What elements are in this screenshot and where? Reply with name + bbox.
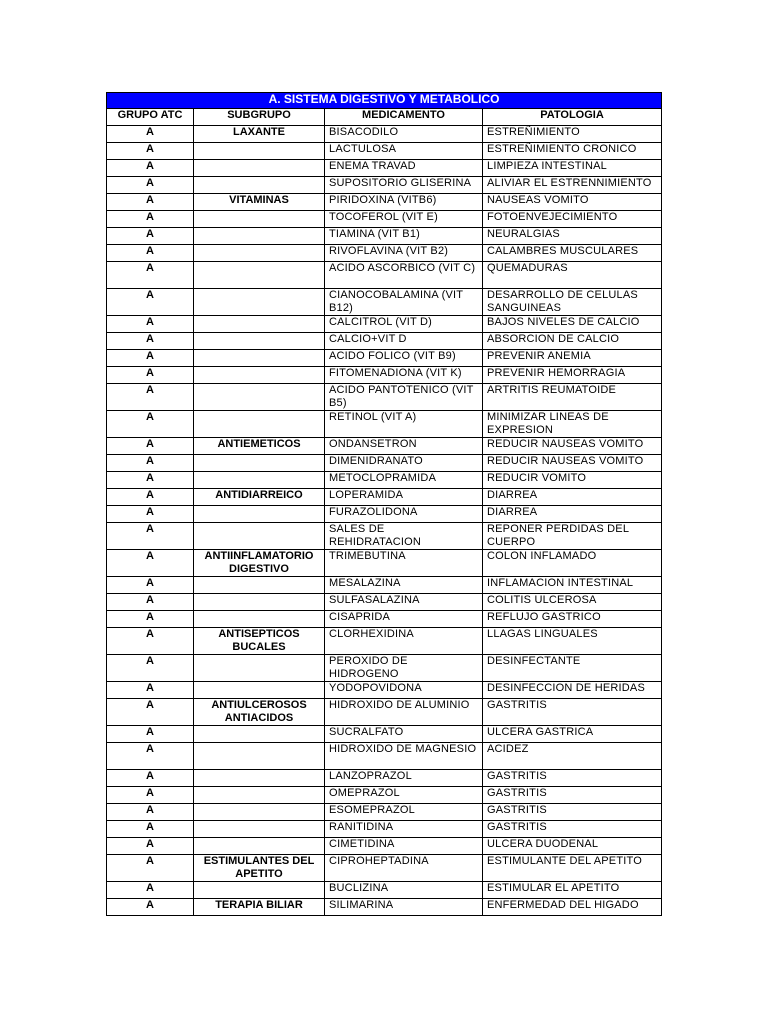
cell-medicamento: CALCITROL (VIT D) (325, 316, 483, 333)
cell-subgrupo (194, 882, 325, 899)
cell-subgrupo (194, 472, 325, 489)
cell-subgrupo (194, 743, 325, 770)
table-row (107, 770, 662, 787)
cell-patologia: DESINFECTANTE (483, 655, 662, 682)
cell-medicamento: METOCLOPRAMIDA (325, 472, 483, 489)
cell-subgrupo (194, 411, 325, 438)
cell-subgrupo (194, 211, 325, 228)
cell-subgrupo (194, 770, 325, 787)
cell-subgrupo: ESTIMULANTES DEL APETITO (194, 855, 325, 882)
cell-subgrupo (194, 594, 325, 611)
cell-patologia: DIARREA (483, 489, 662, 506)
cell-patologia: DESARROLLO DE CELULAS SANGUINEAS (483, 289, 662, 316)
cell-subgrupo (194, 333, 325, 350)
cell-grupo-atc: A (107, 143, 194, 160)
cell-patologia: ULCERA DUODENAL (483, 838, 662, 855)
cell-grupo-atc: A (107, 594, 194, 611)
cell-medicamento: FURAZOLIDONA (325, 506, 483, 523)
cell-grupo-atc: A (107, 472, 194, 489)
table-row (107, 838, 662, 855)
cell-medicamento: OMEPRAZOL (325, 787, 483, 804)
cell-grupo-atc: A (107, 489, 194, 506)
table-row (107, 577, 662, 594)
cell-subgrupo: LAXANTE (194, 126, 325, 143)
cell-patologia: DESINFECCION DE HERIDAS (483, 682, 662, 699)
table-row (107, 655, 662, 682)
cell-patologia: REDUCIR NAUSEAS VOMITO (483, 438, 662, 455)
cell-medicamento: SUPOSITORIO GLISERINA (325, 177, 483, 194)
cell-grupo-atc: A (107, 821, 194, 838)
table-row (107, 384, 662, 411)
cell-subgrupo: ANTISEPTICOS BUCALES (194, 628, 325, 655)
cell-subgrupo: VITAMINAS (194, 194, 325, 211)
table-row (107, 882, 662, 899)
table-row (107, 143, 662, 160)
cell-subgrupo (194, 455, 325, 472)
cell-grupo-atc: A (107, 333, 194, 350)
cell-medicamento: ONDANSETRON (325, 438, 483, 455)
cell-medicamento: TRIMEBUTINA (325, 550, 483, 577)
cell-medicamento: CIMETIDINA (325, 838, 483, 855)
cell-medicamento: MESALAZINA (325, 577, 483, 594)
cell-subgrupo (194, 160, 325, 177)
header-subgrupo: SUBGRUPO (194, 109, 325, 126)
table-row (107, 804, 662, 821)
cell-patologia: ALIVIAR EL ESTRENNIMIENTO (483, 177, 662, 194)
cell-medicamento: YODOPOVIDONA (325, 682, 483, 699)
cell-subgrupo (194, 228, 325, 245)
table-row (107, 682, 662, 699)
table-row (107, 228, 662, 245)
cell-medicamento: DIMENIDRANATO (325, 455, 483, 472)
table-row (107, 194, 662, 211)
table-row (107, 506, 662, 523)
header-medicamento: MEDICAMENTO (325, 109, 483, 126)
cell-medicamento: RIVOFLAVINA (VIT B2) (325, 245, 483, 262)
cell-subgrupo: ANTIEMETICOS (194, 438, 325, 455)
cell-medicamento: CIPROHEPTADINA (325, 855, 483, 882)
cell-patologia: INFLAMACION INTESTINAL (483, 577, 662, 594)
cell-subgrupo: ANTIINFLAMATORIO DIGESTIVO (194, 550, 325, 577)
cell-subgrupo (194, 384, 325, 411)
table-row (107, 289, 662, 316)
cell-patologia: ENFERMEDAD DEL HIGADO (483, 899, 662, 916)
cell-grupo-atc: A (107, 726, 194, 743)
cell-patologia: ESTREÑIMIENTO (483, 126, 662, 143)
cell-grupo-atc: A (107, 177, 194, 194)
table-row (107, 855, 662, 882)
table-row (107, 523, 662, 550)
table-row (107, 350, 662, 367)
cell-patologia: REFLUJO GASTRICO (483, 611, 662, 628)
cell-patologia: ESTREÑIMIENTO CRONICO (483, 143, 662, 160)
cell-patologia: ABSORCION DE CALCIO (483, 333, 662, 350)
table-row (107, 628, 662, 655)
cell-grupo-atc: A (107, 367, 194, 384)
table-row (107, 160, 662, 177)
cell-patologia: GASTRITIS (483, 699, 662, 726)
cell-grupo-atc: A (107, 882, 194, 899)
cell-subgrupo: ANTIDIARREICO (194, 489, 325, 506)
cell-grupo-atc: A (107, 838, 194, 855)
cell-subgrupo (194, 655, 325, 682)
table-row (107, 489, 662, 506)
cell-grupo-atc: A (107, 804, 194, 821)
cell-grupo-atc: A (107, 699, 194, 726)
cell-patologia: REPONER PERDIDAS DEL CUERPO (483, 523, 662, 550)
table-row (107, 611, 662, 628)
table-row (107, 316, 662, 333)
cell-medicamento: ACIDO PANTOTENICO (VIT B5) (325, 384, 483, 411)
cell-grupo-atc: A (107, 126, 194, 143)
cell-patologia: REDUCIR VOMITO (483, 472, 662, 489)
cell-patologia: REDUCIR NAUSEAS VOMITO (483, 455, 662, 472)
column-header-row (107, 109, 662, 126)
table-row (107, 821, 662, 838)
cell-grupo-atc: A (107, 655, 194, 682)
cell-medicamento: SALES DE REHIDRATACION (325, 523, 483, 550)
cell-patologia: GASTRITIS (483, 770, 662, 787)
cell-subgrupo (194, 262, 325, 289)
cell-subgrupo (194, 611, 325, 628)
cell-medicamento: SUCRALFATO (325, 726, 483, 743)
cell-subgrupo (194, 289, 325, 316)
cell-patologia: FOTOENVEJECIMIENTO (483, 211, 662, 228)
cell-patologia: CALAMBRES MUSCULARES (483, 245, 662, 262)
cell-grupo-atc: A (107, 550, 194, 577)
table-body (107, 126, 662, 916)
table-row (107, 699, 662, 726)
cell-grupo-atc: A (107, 438, 194, 455)
cell-patologia: ESTIMULAR EL APETITO (483, 882, 662, 899)
cell-medicamento: PEROXIDO DE HIDROGENO (325, 655, 483, 682)
cell-grupo-atc: A (107, 245, 194, 262)
cell-medicamento: PIRIDOXINA (VITB6) (325, 194, 483, 211)
cell-medicamento: HIDROXIDO DE MAGNESIO (325, 743, 483, 770)
cell-subgrupo (194, 838, 325, 855)
cell-medicamento: LOPERAMIDA (325, 489, 483, 506)
cell-medicamento: ENEMA TRAVAD (325, 160, 483, 177)
cell-subgrupo (194, 804, 325, 821)
cell-subgrupo (194, 316, 325, 333)
cell-medicamento: TOCOFEROL (VIT E) (325, 211, 483, 228)
cell-medicamento: SILIMARINA (325, 899, 483, 916)
table-row (107, 550, 662, 577)
table-row (107, 438, 662, 455)
cell-grupo-atc: A (107, 611, 194, 628)
table-row (107, 411, 662, 438)
cell-medicamento: RANITIDINA (325, 821, 483, 838)
cell-patologia: NEURALGIAS (483, 228, 662, 245)
cell-patologia: GASTRITIS (483, 821, 662, 838)
cell-patologia: MINIMIZAR LINEAS DE EXPRESION (483, 411, 662, 438)
cell-grupo-atc: A (107, 682, 194, 699)
cell-medicamento: RETINOL (VIT A) (325, 411, 483, 438)
table-row (107, 177, 662, 194)
cell-grupo-atc: A (107, 411, 194, 438)
cell-medicamento: CLORHEXIDINA (325, 628, 483, 655)
table-row (107, 245, 662, 262)
cell-grupo-atc: A (107, 160, 194, 177)
cell-grupo-atc: A (107, 899, 194, 916)
cell-patologia: ESTIMULANTE DEL APETITO (483, 855, 662, 882)
cell-grupo-atc: A (107, 289, 194, 316)
cell-subgrupo (194, 350, 325, 367)
cell-medicamento: ACIDO FOLICO (VIT B9) (325, 350, 483, 367)
cell-subgrupo (194, 682, 325, 699)
table-row (107, 211, 662, 228)
cell-grupo-atc: A (107, 384, 194, 411)
cell-patologia: ARTRITIS REUMATOIDE (483, 384, 662, 411)
cell-grupo-atc: A (107, 350, 194, 367)
cell-subgrupo (194, 821, 325, 838)
cell-subgrupo (194, 245, 325, 262)
table-row (107, 455, 662, 472)
cell-medicamento: CALCIO+VIT D (325, 333, 483, 350)
cell-grupo-atc: A (107, 211, 194, 228)
cell-patologia: ACIDEZ (483, 743, 662, 770)
cell-patologia: COLON INFLAMADO (483, 550, 662, 577)
drug-classification-table (106, 92, 662, 916)
cell-medicamento: LANZOPRAZOL (325, 770, 483, 787)
cell-patologia: LLAGAS LINGUALES (483, 628, 662, 655)
cell-grupo-atc: A (107, 262, 194, 289)
table-title: A. SISTEMA DIGESTIVO Y METABOLICO (107, 93, 662, 109)
cell-patologia: GASTRITIS (483, 804, 662, 821)
table-title-row (107, 93, 662, 109)
cell-patologia: NAUSEAS VOMITO (483, 194, 662, 211)
cell-medicamento: LACTULOSA (325, 143, 483, 160)
cell-subgrupo (194, 787, 325, 804)
cell-patologia: BAJOS NIVELES DE CALCIO (483, 316, 662, 333)
cell-subgrupo (194, 577, 325, 594)
cell-medicamento: ESOMEPRAZOL (325, 804, 483, 821)
cell-subgrupo (194, 367, 325, 384)
header-patologia: PATOLOGIA (483, 109, 662, 126)
cell-grupo-atc: A (107, 523, 194, 550)
cell-patologia: ULCERA GASTRICA (483, 726, 662, 743)
cell-patologia: DIARREA (483, 506, 662, 523)
cell-grupo-atc: A (107, 228, 194, 245)
table-row (107, 333, 662, 350)
cell-subgrupo (194, 523, 325, 550)
cell-medicamento: ACIDO ASCORBICO (VIT C) (325, 262, 483, 289)
table-row (107, 367, 662, 384)
cell-subgrupo: ANTIULCEROSOS ANTIACIDOS (194, 699, 325, 726)
table-row (107, 472, 662, 489)
cell-medicamento: SULFASALAZINA (325, 594, 483, 611)
cell-medicamento: CISAPRIDA (325, 611, 483, 628)
table-row (107, 899, 662, 916)
cell-subgrupo: TERAPIA BILIAR (194, 899, 325, 916)
table-row (107, 726, 662, 743)
cell-grupo-atc: A (107, 455, 194, 472)
table-row (107, 126, 662, 143)
cell-grupo-atc: A (107, 194, 194, 211)
table-row (107, 787, 662, 804)
header-grupo-atc: GRUPO ATC (107, 109, 194, 126)
table-row (107, 594, 662, 611)
cell-grupo-atc: A (107, 316, 194, 333)
cell-medicamento: HIDROXIDO DE ALUMINIO (325, 699, 483, 726)
cell-grupo-atc: A (107, 506, 194, 523)
cell-grupo-atc: A (107, 855, 194, 882)
cell-grupo-atc: A (107, 628, 194, 655)
table-row (107, 262, 662, 289)
cell-patologia: QUEMADURAS (483, 262, 662, 289)
cell-patologia: PREVENIR HEMORRAGIA (483, 367, 662, 384)
cell-grupo-atc: A (107, 787, 194, 804)
cell-medicamento: FITOMENADIONA (VIT K) (325, 367, 483, 384)
cell-medicamento: TIAMINA (VIT B1) (325, 228, 483, 245)
cell-patologia: PREVENIR ANEMIA (483, 350, 662, 367)
cell-subgrupo (194, 726, 325, 743)
table-row (107, 743, 662, 770)
cell-subgrupo (194, 143, 325, 160)
cell-medicamento: BUCLIZINA (325, 882, 483, 899)
cell-patologia: COLITIS ULCEROSA (483, 594, 662, 611)
cell-patologia: GASTRITIS (483, 787, 662, 804)
cell-medicamento: CIANOCOBALAMINA (VIT B12) (325, 289, 483, 316)
cell-grupo-atc: A (107, 577, 194, 594)
cell-subgrupo (194, 506, 325, 523)
cell-grupo-atc: A (107, 743, 194, 770)
cell-patologia: LIMPIEZA INTESTINAL (483, 160, 662, 177)
cell-subgrupo (194, 177, 325, 194)
cell-grupo-atc: A (107, 770, 194, 787)
cell-medicamento: BISACODILO (325, 126, 483, 143)
